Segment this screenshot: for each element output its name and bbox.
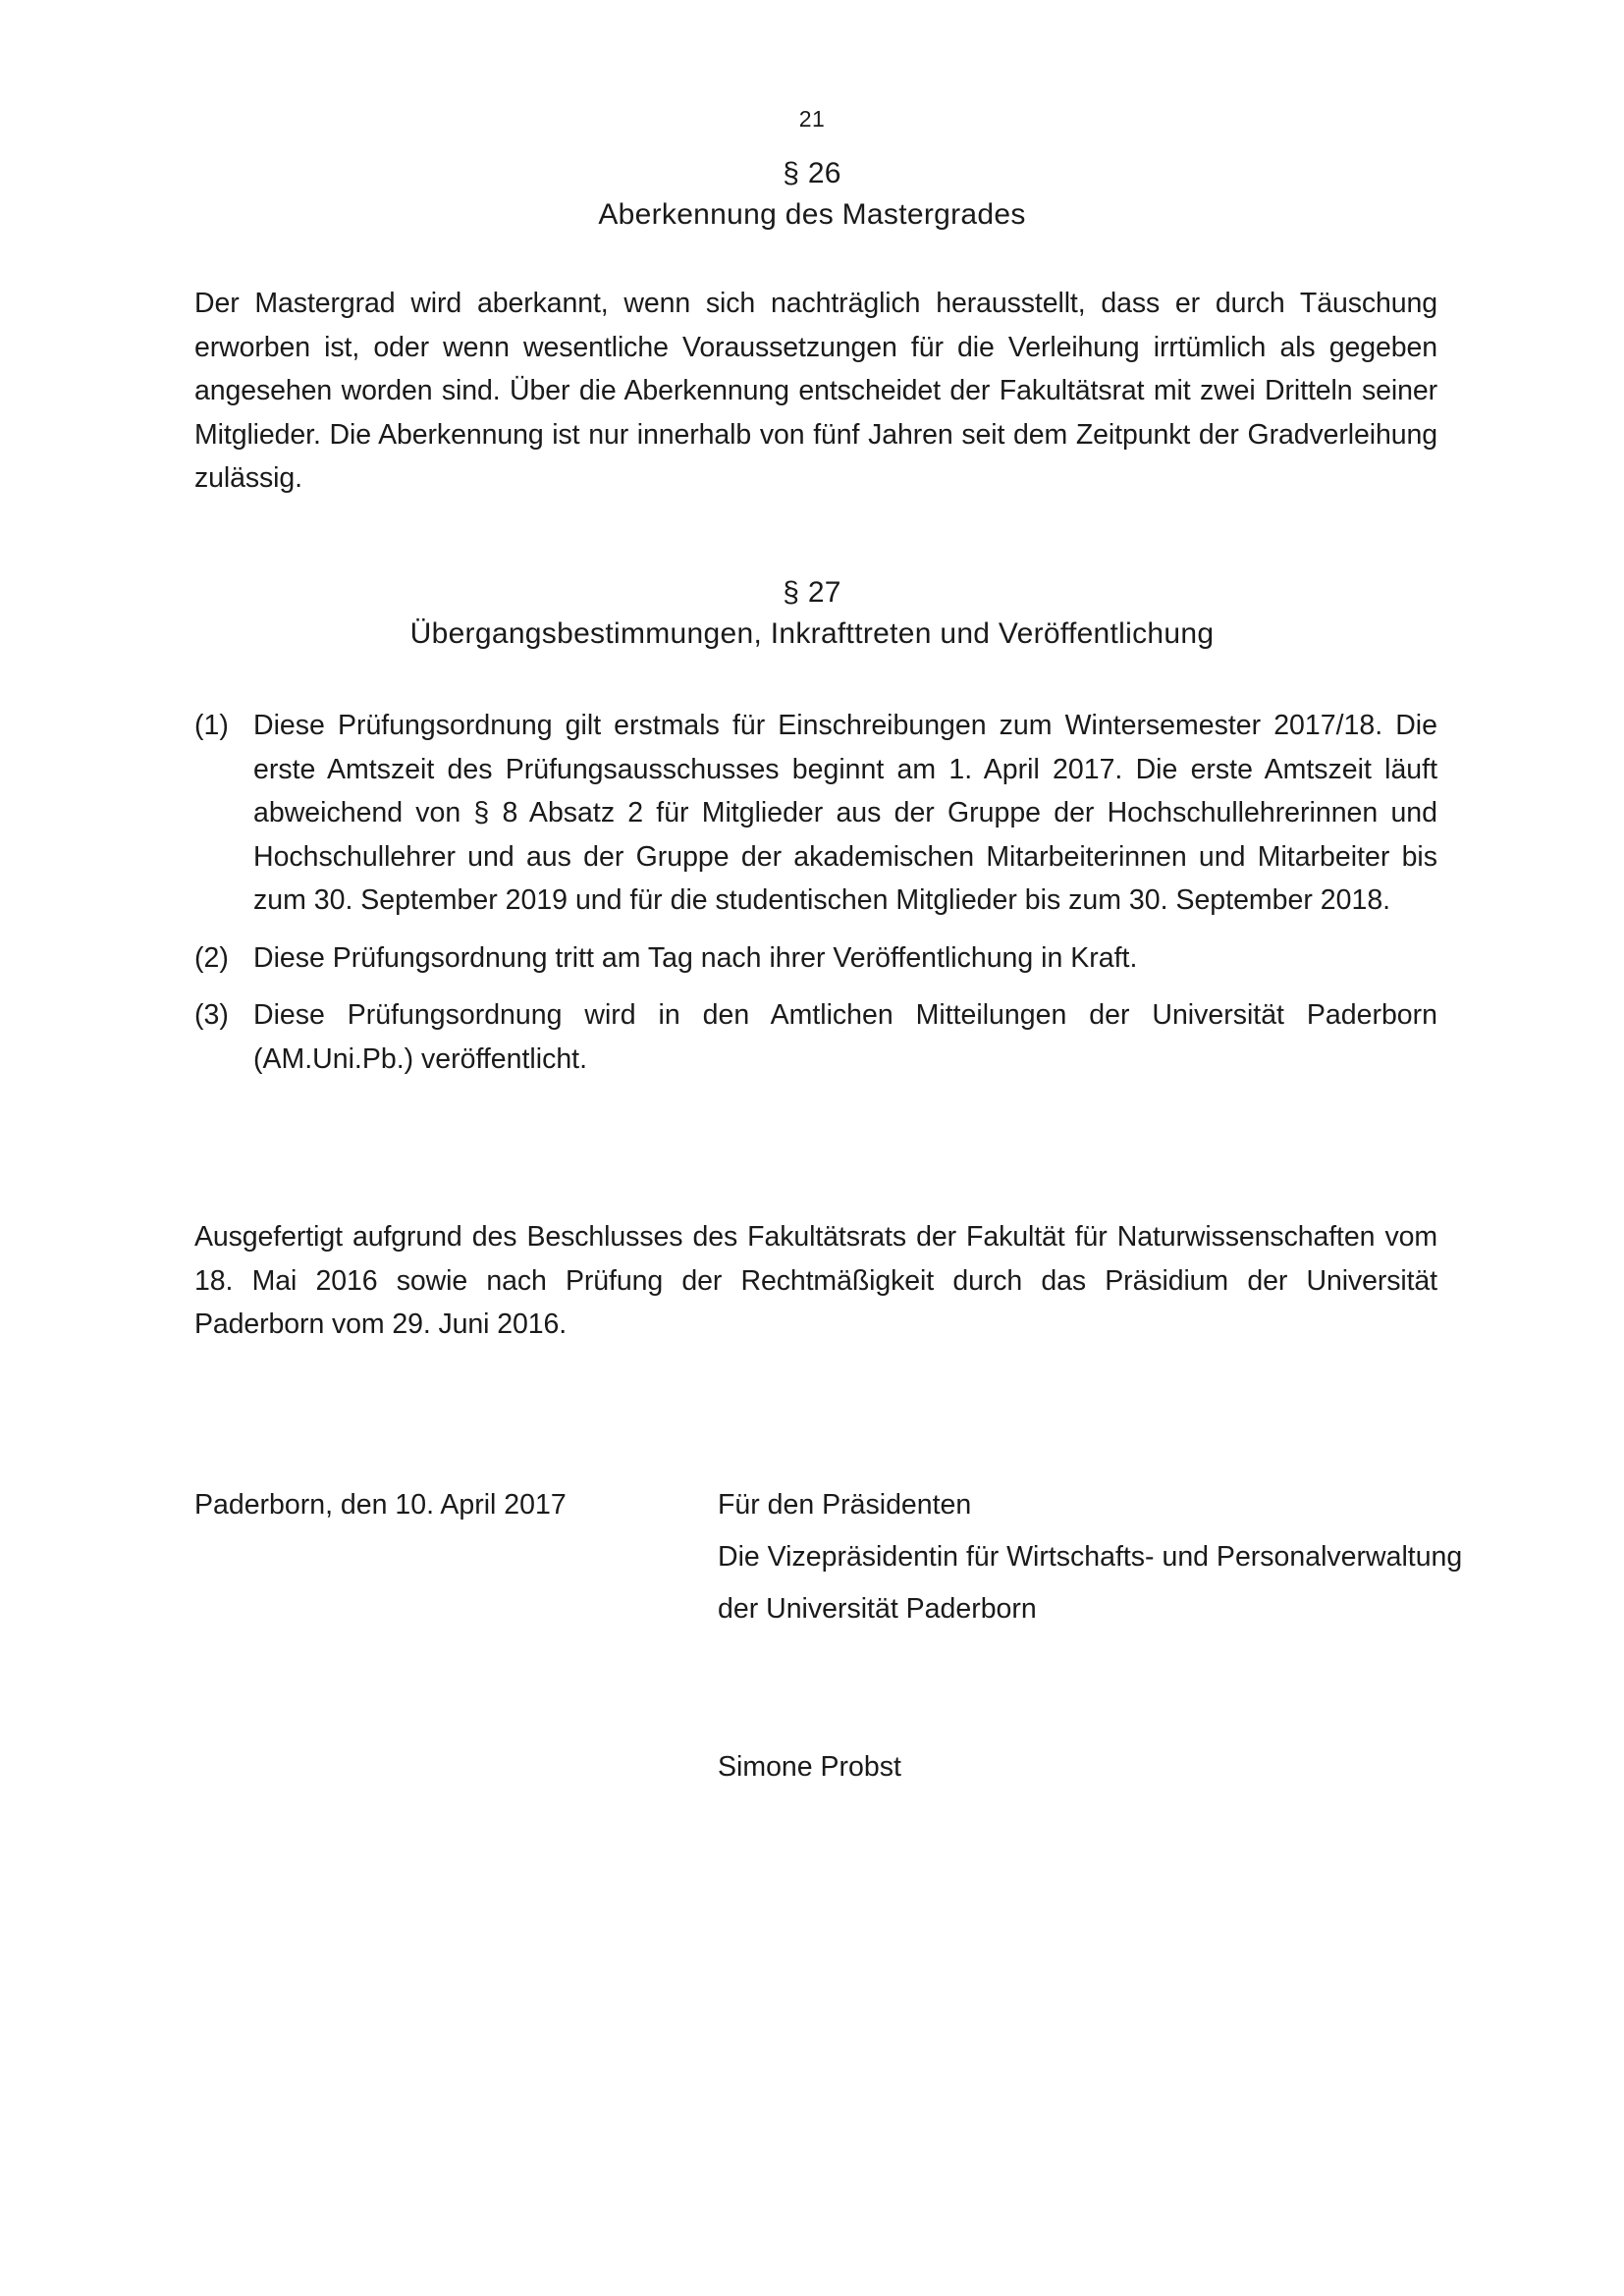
section-27-list (194, 704, 1437, 1095)
list-item-text: Diese Prüfungsordnung tritt am Tag nach ihrer Veröffentlichung in Kraft. (253, 941, 1138, 974)
section-26-title: Aberkennung des Mastergrades (598, 198, 1026, 231)
signature-line-1: Für den Präsidenten (718, 1489, 972, 1521)
section-26-heading (0, 153, 1624, 236)
list-item (194, 993, 1437, 1081)
signatory-name: Simone Probst (718, 1751, 901, 1783)
list-item (194, 704, 1437, 923)
signature-block (718, 1479, 1462, 1635)
resolution-text: Ausgefertigt aufgrund des Beschlusses des Fakultätsrats der Fakultät für Naturwissenschaften vom 18. Mai 2016 sowie nach Prüfung der Rechtmäßigkeit durch das Präsidium der Universität Paderborn vom 29. Juni 2016. (194, 1221, 1437, 1340)
section-26-number: § 26 (783, 157, 841, 189)
list-item-number: (1) (194, 710, 229, 741)
list-item (194, 936, 1437, 981)
page-number: 21 (798, 106, 826, 132)
list-item-number: (2) (194, 941, 229, 974)
signature-line-2: Die Vizepräsidentin für Wirtschafts- und Personalverwaltung (718, 1541, 1463, 1573)
section-26-text: Der Mastergrad wird aberkannt, wenn sich nachträglich herausstellt, dass er durch Täuschung erworben ist, oder wenn wesentliche Voraussetzungen für die Verleihung irrtümlich als gegeben angesehen worden sind. Über die Aberkennung entscheidet der Fakultätsrat mit zwei Dritteln seiner Mitglieder. Die Aberkennung ist nur innerhalb von fünf Jahren seit dem Zeitpunkt der Gradverleihung zulässig. (194, 288, 1437, 494)
list-item-text: Diese Prüfungsordnung gilt erstmals für Einschreibungen zum Wintersemester 2017/18. Die erste Amtszeit des Prüfungsausschusses beginnt am 1. April 2017. Die erste Amtszeit läuft abweichend von § 8 Absatz 2 für Mitglieder aus der Gruppe der Hochschullehrerinnen und Hochschullehrer und aus der Gruppe der akademischen Mitarbeiterinnen und Mitarbeiter bis zum 30. September 2019 und für die studentischen Mitglieder bis zum 30. September 2018. (253, 710, 1437, 916)
list-item-number: (3) (194, 999, 229, 1031)
list-item-text: Diese Prüfungsordnung wird in den Amtlichen Mitteilungen der Universität Paderborn (AM.Uni.Pb.) veröffentlicht. (253, 999, 1437, 1075)
signature-place-date: Paderborn, den 10. April 2017 (194, 1489, 567, 1521)
section-27-heading (0, 572, 1624, 655)
section-27-number: § 27 (783, 576, 841, 609)
section-27-title: Übergangsbestimmungen, Inkrafttreten und Veröffentlichung (409, 617, 1215, 650)
signature-line-3: der Universität Paderborn (718, 1593, 1037, 1625)
